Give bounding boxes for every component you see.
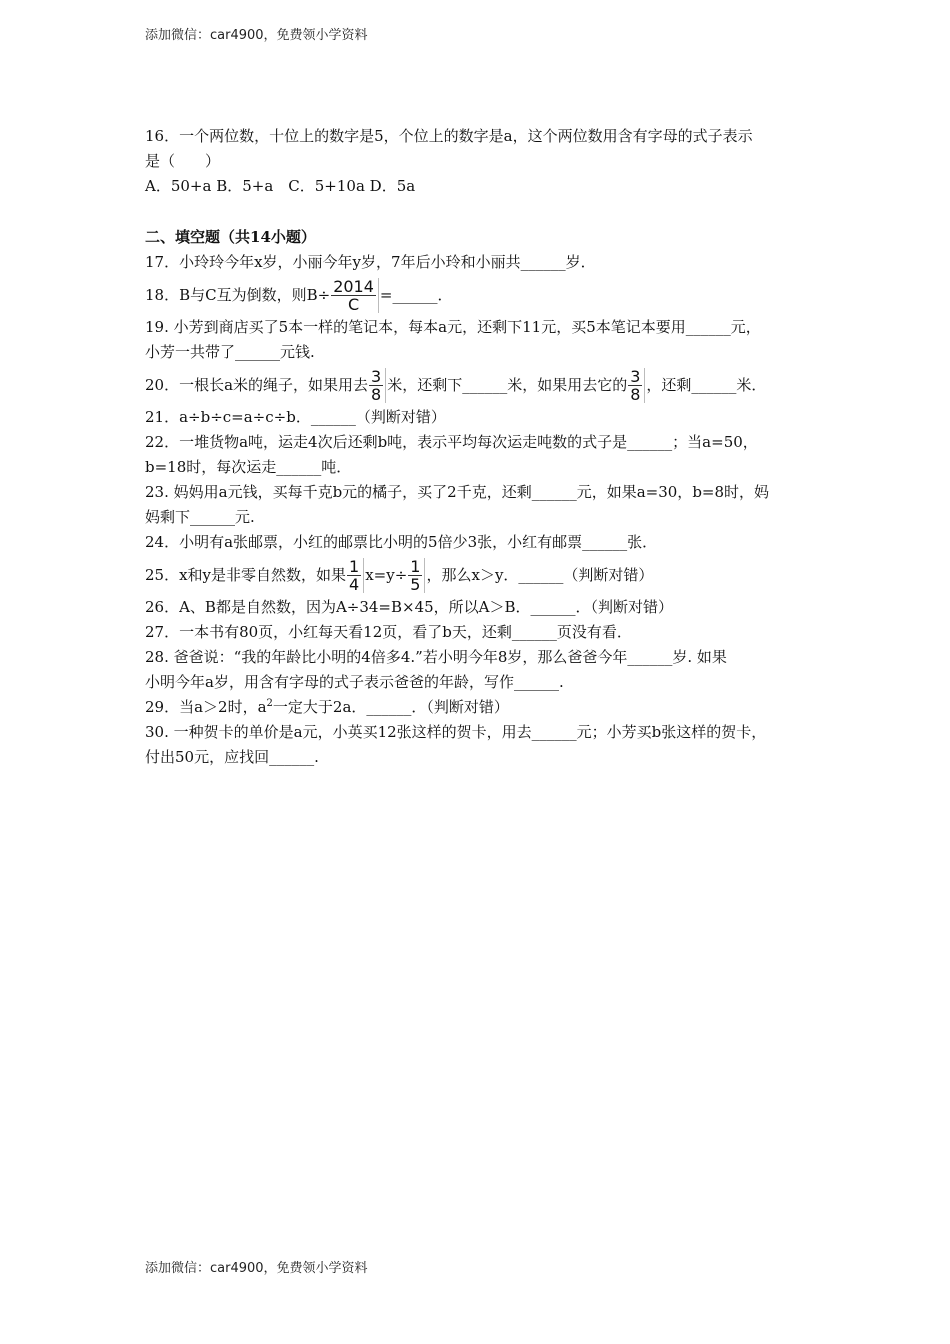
fraction — [331, 278, 379, 313]
question-16-options: A．50+a B．5+a C．5+10a D．5a — [145, 177, 416, 195]
fraction — [628, 368, 645, 403]
fraction-numerator: 1 — [349, 556, 360, 576]
question-29-post: 一定大于2a．______．（判断对错） — [272, 698, 509, 716]
fraction-denominator: 8 — [630, 384, 641, 404]
question-23-line2: 妈剩下______元. — [145, 508, 255, 526]
question-21: 21．a÷b÷c=a÷c÷b．______（判断对错） — [145, 408, 446, 426]
question-16-line2: 是（ ） — [145, 152, 221, 170]
fraction-numerator: 3 — [630, 366, 641, 386]
question-28-line2: 小明今年a岁，用含有字母的式子表示爸爸的年龄，写作______. — [145, 673, 564, 691]
page-footer: 添加微信：car4900，免费领小学资料 — [145, 1261, 368, 1276]
fraction-numerator: 3 — [371, 366, 382, 386]
fraction-denominator: 4 — [349, 574, 360, 594]
question-23-line1: 23. 妈妈用a元钱，买每千克b元的橘子，买了2千克，还剩______元，如果a=30，b=8时，妈 — [145, 483, 770, 501]
fraction — [347, 558, 364, 593]
question-20-post: ，还剩______米． — [646, 375, 767, 394]
fraction-denominator: 8 — [371, 384, 382, 404]
question-30-line1: 30. 一种贺卡的单价是a元，小英买12张这样的贺卡，用去______元；小芳买b张这样的贺卡， — [145, 723, 767, 741]
section-title: 二、填空题（共14小题） — [145, 228, 316, 246]
question-20-mid: 米，还剩下______米，如果用去它的 — [387, 375, 628, 394]
question-16-line1: 16．一个两位数，十位上的数字是5，个位上的数字是a，这个两位数用含有字母的式子表示 — [145, 127, 753, 145]
question-29-pre: 29．当a＞2时，a — [145, 698, 267, 716]
question-18-pre: 18．B与C互为倒数，则B÷ — [145, 285, 331, 304]
question-24: 24．小明有a张邮票，小红的邮票比小明的5倍少3张，小红有邮票______张． — [145, 533, 658, 551]
question-26: 26．A、B都是自然数，因为A÷34=B×45，所以A＞B．______．（判断对错） — [145, 598, 674, 616]
fraction-denominator: 5 — [410, 574, 421, 594]
document-body — [145, 124, 817, 770]
question-19-line1: 19. 小芳到商店买了5本一样的笔记本，每本a元，还剩下11元，买5本笔记本要用______元， — [145, 318, 761, 336]
question-25-pre: 25．x和y是非零自然数，如果 — [145, 565, 347, 584]
question-20-pre: 20．一根长a米的绳子，如果用去 — [145, 375, 369, 394]
question-25 — [145, 555, 817, 595]
question-25-post: ，那么x＞y．______（判断对错） — [426, 565, 654, 584]
fraction — [369, 368, 386, 403]
fraction — [408, 558, 425, 593]
question-17: 17．小玲玲今年x岁，小丽今年y岁，7年后小玲和小丽共______岁． — [145, 253, 596, 271]
superscript-exponent: 2 — [266, 698, 273, 709]
question-28-line1: 28. 爸爸说：“我的年龄比小明的4倍多4.”若小明今年8岁，那么爸爸今年______岁. 如果 — [145, 648, 727, 666]
question-22-line1: 22．一堆货物a吨，运走4次后还剩b吨，表示平均每次运走吨数的式子是______；当a=50， — [145, 433, 758, 451]
question-22-line2: b=18时，每次运走______吨． — [145, 458, 352, 476]
question-27: 27．一本书有80页，小红每天看12页，看了b天，还剩______页没有看． — [145, 623, 632, 641]
question-29 — [145, 695, 817, 720]
question-20 — [145, 365, 817, 405]
question-30-line2: 付出50元，应找回______. — [145, 748, 319, 766]
fraction-denominator: C — [347, 294, 360, 314]
question-18 — [145, 275, 817, 315]
question-18-post: =______． — [379, 285, 453, 304]
fraction-numerator: 2014 — [333, 276, 374, 296]
question-19-line2: 小芳一共带了______元钱. — [145, 343, 315, 361]
question-25-mid: x=y÷ — [365, 565, 408, 584]
page-header: 添加微信：car4900，免费领小学资料 — [145, 28, 368, 43]
fraction-numerator: 1 — [410, 556, 421, 576]
